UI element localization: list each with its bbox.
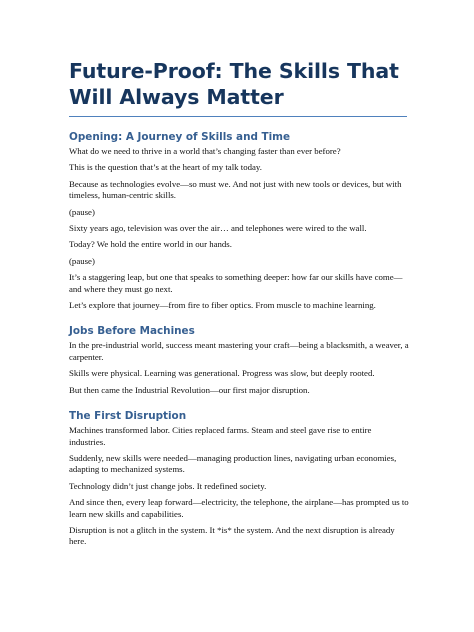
paragraph: This is the question that’s at the heart of my talk today. [69, 162, 262, 173]
paragraph: Disruption is not a glitch in the system. It *is* the system. And the next disruption is already here. [69, 524, 395, 547]
section-jobs-before-machines [69, 325, 409, 396]
paragraph: (pause) [69, 255, 95, 266]
paragraph: Because as technologies evolve—so must we. And not just with new tools or devices, but with timeless, human-centric skills. [69, 178, 402, 201]
paragraph: In the pre-industrial world, success meant mastering your craft—being a blacksmith, a weaver, a carpenter. [69, 340, 409, 362]
paragraph: But then came the Industrial Revolution—our first major disruption. [69, 384, 310, 395]
title-underline-rule [69, 116, 407, 117]
paragraph: Technology didn’t just change jobs. It redefined society. [69, 480, 267, 491]
paragraph: (pause) [69, 206, 95, 217]
section-heading: The First Disruption [69, 410, 187, 423]
paragraph: What do we need to thrive in a world that’s changing faster than ever before? [69, 146, 341, 156]
section-heading: Opening: A Journey of Skills and Time [69, 131, 291, 143]
section-first-disruption [69, 410, 409, 548]
paragraph: Today? We hold the entire world in our hands. [69, 239, 232, 250]
paragraph: Suddenly, new skills were needed—managing production lines, navigating urban economies, adapting to mechanized systems. [69, 452, 397, 475]
paragraph: Let’s explore that journey—from fire to fiber optics. From muscle to machine learning. [69, 300, 376, 311]
paragraph: And since then, every leap forward—electricity, the telephone, the airplane—has prompted us to learn new skills and capabilities. [69, 497, 409, 519]
section-heading: Jobs Before Machines [69, 325, 195, 338]
paragraph: Skills were physical. Learning was generational. Progress was slow, but deeply rooted. [69, 368, 375, 379]
paragraph: Machines transformed labor. Cities replaced farms. Steam and steel gave rise to entire industries. [69, 425, 372, 447]
section-opening [69, 131, 409, 311]
paragraph: Sixty years ago, television was over the air… and telephones were wired to the wall. [69, 223, 367, 234]
paragraph: It’s a staggering leap, but one that speaks to something deeper: how far our skills have come—and where they must go next. [69, 272, 403, 294]
document-title: Future-Proof: The Skills That Will Always Matter [69, 59, 399, 109]
document-body [69, 58, 409, 553]
